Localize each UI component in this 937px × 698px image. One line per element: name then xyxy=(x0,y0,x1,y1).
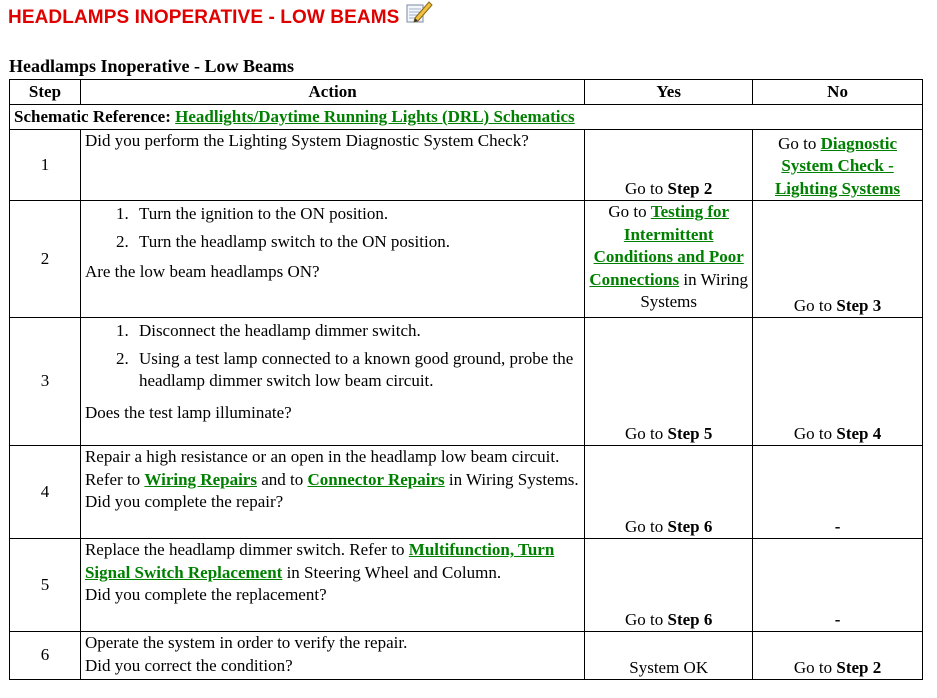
go-to-text: Go to xyxy=(625,423,664,443)
action-text: and to xyxy=(261,469,304,489)
page-header xyxy=(8,6,433,30)
go-to-text: Go to xyxy=(793,657,833,677)
table-row xyxy=(10,632,923,680)
yes-cell xyxy=(585,632,753,680)
table-header-row xyxy=(10,80,923,105)
action-cell xyxy=(80,632,584,680)
list-item: 2. Turn the headlamp switch to the ON position. xyxy=(133,231,580,253)
diagnostic-system-check-link[interactable]: Diagnostic System Check - Lighting Systems xyxy=(774,133,901,198)
go-to-text: Go to xyxy=(608,202,647,221)
action-text: Did you perform the Lighting System Diagnostic System Check? xyxy=(84,131,529,150)
action-question: Did you correct the condition? xyxy=(84,655,293,675)
step-number: 4 xyxy=(10,446,81,539)
step-number: 2 xyxy=(10,201,81,318)
no-outcome: - xyxy=(834,609,841,629)
action-question: Does the test lamp illuminate? xyxy=(84,403,292,422)
yes-cell xyxy=(585,130,753,201)
page-title: HEADLAMPS INOPERATIVE - LOW BEAMS xyxy=(8,7,400,28)
go-to-text: Go to xyxy=(793,423,833,443)
no-cell xyxy=(753,632,923,680)
schematic-reference-link[interactable]: Headlights/Daytime Running Lights (DRL) Schematics xyxy=(175,106,575,126)
list-item: 2. Using a test lamp connected to a known good ground, probe the headlamp dimmer switch low beam circuit. xyxy=(133,348,580,392)
action-text: in Wiring Systems. xyxy=(448,469,579,489)
go-to-text: Go to xyxy=(625,609,664,629)
no-step-ref: Step 3 xyxy=(836,295,882,315)
intermittent-conditions-link[interactable]: Testing for Intermittent Conditions and Poor Connections xyxy=(589,202,744,289)
yes-cell xyxy=(585,539,753,632)
action-question: Did you complete the replacement? xyxy=(84,585,327,604)
column-header-action: Action xyxy=(80,80,584,105)
schematic-reference-row xyxy=(10,105,923,130)
wiring-repairs-link[interactable]: Wiring Repairs xyxy=(144,469,257,489)
table-row xyxy=(10,539,923,632)
action-question: Are the low beam headlamps ON? xyxy=(84,262,320,281)
yes-cell xyxy=(585,201,753,318)
yes-step-ref: Step 5 xyxy=(667,423,713,443)
diagnostic-table xyxy=(9,79,923,680)
step-number: 1 xyxy=(10,130,81,201)
action-steps-list xyxy=(85,203,580,253)
go-to-text: Go to xyxy=(625,516,664,536)
wiring-systems-text: in Wiring Systems xyxy=(640,269,748,311)
yes-step-ref: Step 2 xyxy=(667,178,713,198)
multifunction-switch-replacement-link[interactable]: Multifunction, Turn Signal Switch Replacement xyxy=(84,540,555,582)
go-to-text: Go to xyxy=(793,295,833,315)
go-to-text: Go to xyxy=(778,133,817,153)
no-cell xyxy=(753,446,923,539)
action-text: Operate the system in order to verify the repair. xyxy=(84,633,408,652)
yes-step-ref: Step 6 xyxy=(667,609,713,629)
yes-cell xyxy=(585,318,753,446)
action-question: Did you complete the repair? xyxy=(84,492,284,511)
step-number: 6 xyxy=(10,632,81,680)
no-cell xyxy=(753,318,923,446)
column-header-yes: Yes xyxy=(585,80,753,105)
schematic-reference-label: Schematic Reference: xyxy=(14,106,171,126)
step-number: 5 xyxy=(10,539,81,632)
action-cell xyxy=(80,130,584,201)
yes-step-ref: Step 6 xyxy=(667,516,713,536)
yes-outcome: System OK xyxy=(629,657,709,677)
list-item: 1. Turn the ignition to the ON position. xyxy=(133,203,580,225)
step-number: 3 xyxy=(10,318,81,446)
no-outcome: - xyxy=(834,516,841,536)
action-cell xyxy=(80,318,584,446)
action-cell xyxy=(80,201,584,318)
list-item: 1. Disconnect the headlamp dimmer switch. xyxy=(133,320,580,342)
action-text: Repair a high resistance or an open in the headlamp low beam circuit. Refer to xyxy=(84,447,560,489)
table-row xyxy=(10,201,923,318)
go-to-text: Go to xyxy=(625,178,664,198)
table-row xyxy=(10,446,923,539)
no-cell xyxy=(753,539,923,632)
column-header-step: Step xyxy=(10,80,81,105)
table-row xyxy=(10,318,923,446)
action-text: Replace the headlamp dimmer switch. Refer to xyxy=(84,540,405,559)
column-header-no: No xyxy=(753,80,923,105)
procedure-subtitle: Headlamps Inoperative - Low Beams xyxy=(9,56,294,76)
edit-notepad-icon[interactable] xyxy=(405,0,433,29)
table-row xyxy=(10,130,923,201)
action-cell xyxy=(80,539,584,632)
action-steps-list xyxy=(85,320,580,392)
no-cell xyxy=(753,201,923,318)
connector-repairs-link[interactable]: Connector Repairs xyxy=(307,469,445,489)
action-cell xyxy=(80,446,584,539)
no-step-ref: Step 2 xyxy=(836,657,882,677)
yes-cell xyxy=(585,446,753,539)
no-cell xyxy=(753,130,923,201)
action-text: in Steering Wheel and Column. xyxy=(286,562,502,582)
no-step-ref: Step 4 xyxy=(836,423,882,443)
